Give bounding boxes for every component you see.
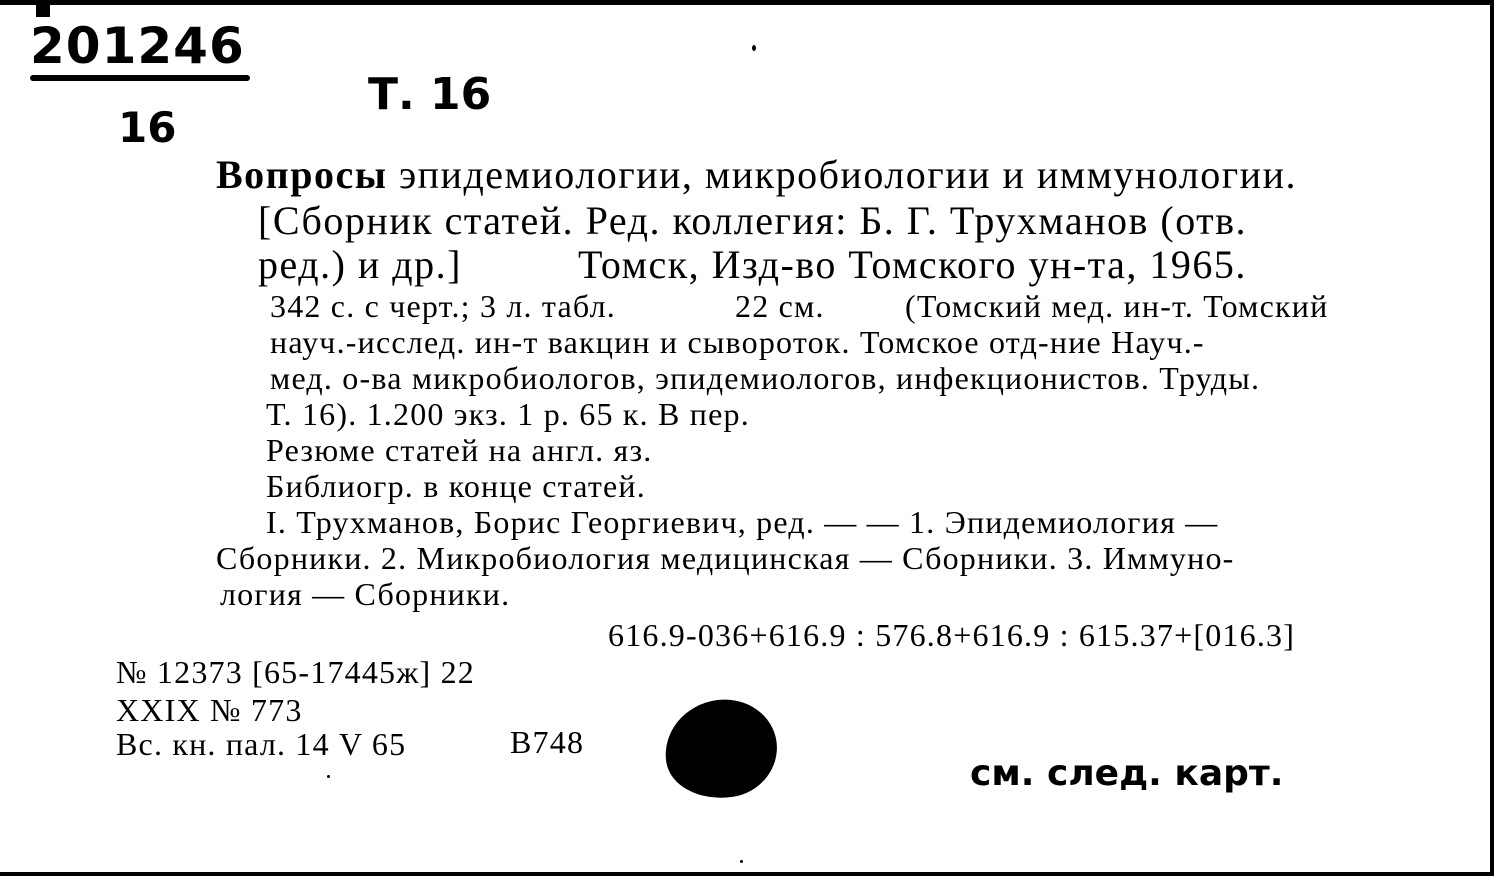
ink-mark — [36, 5, 50, 17]
volume-mark: Т. 16 — [368, 69, 492, 120]
ink-blot — [659, 693, 784, 806]
speck — [752, 45, 756, 51]
udc-index: 616.9-036+616.9 : 576.8+616.9 : 615.37+[016.3] — [608, 617, 1296, 653]
series-line-2: науч.-исслед. ин-т вакцин и сывороток. Томское отд-ние Науч.- — [270, 324, 1205, 360]
speck — [740, 860, 743, 863]
tracing-line-2: Сборники. 2. Микробиология медицинская — Сборники. 3. Иммуно- — [216, 540, 1235, 576]
series-line-3: мед. о-ва микробиологов, эпидемиологов, инфекционистов. Труды. — [270, 360, 1261, 396]
card-number: № 12373 [65-17445ж] 22 — [116, 654, 476, 690]
see-next-card: см. след. карт. — [970, 753, 1284, 794]
imprint: Томск, Изд-во Томского ун-та, 1965. — [578, 242, 1247, 287]
book-chamber-date: Вс. кн. пал. 14 V 65 — [116, 726, 407, 762]
title-line — [216, 152, 1297, 197]
chronicle-number: XXIX № 773 — [116, 692, 303, 728]
series-start: (Томский мед. ин-т. Томский — [905, 288, 1329, 324]
accession-number: 201246 — [30, 17, 245, 75]
title-heading: Вопросы — [216, 152, 388, 197]
speck — [327, 775, 330, 778]
tracing-line-3: логия — Сборники. — [220, 576, 511, 612]
series-line-4: Т. 16). 1.200 экз. 1 р. 65 к. В пер. — [266, 396, 750, 432]
note-summary: Резюме статей на англ. яз. — [266, 432, 653, 468]
collation: 342 с. с черт.; 3 л. табл. — [270, 288, 616, 324]
note-bibliography: Библиогр. в конце статей. — [266, 468, 646, 504]
card-code: B748 — [510, 724, 585, 760]
size: 22 см. — [735, 288, 825, 324]
shelf-mark: 16 — [118, 103, 177, 152]
tracing-line-1: I. Трухманов, Борис Георгиевич, ред. — — 1. Эпидемиология — — [266, 504, 1219, 540]
editors-end: ред.) и др.] — [258, 242, 462, 287]
title-rest: эпидемиологии, микробиологии и иммунологии. — [398, 152, 1297, 197]
editors-line: [Сборник статей. Ред. коллегия: Б. Г. Трухманов (отв. — [258, 198, 1248, 243]
accession-underline — [30, 75, 250, 81]
